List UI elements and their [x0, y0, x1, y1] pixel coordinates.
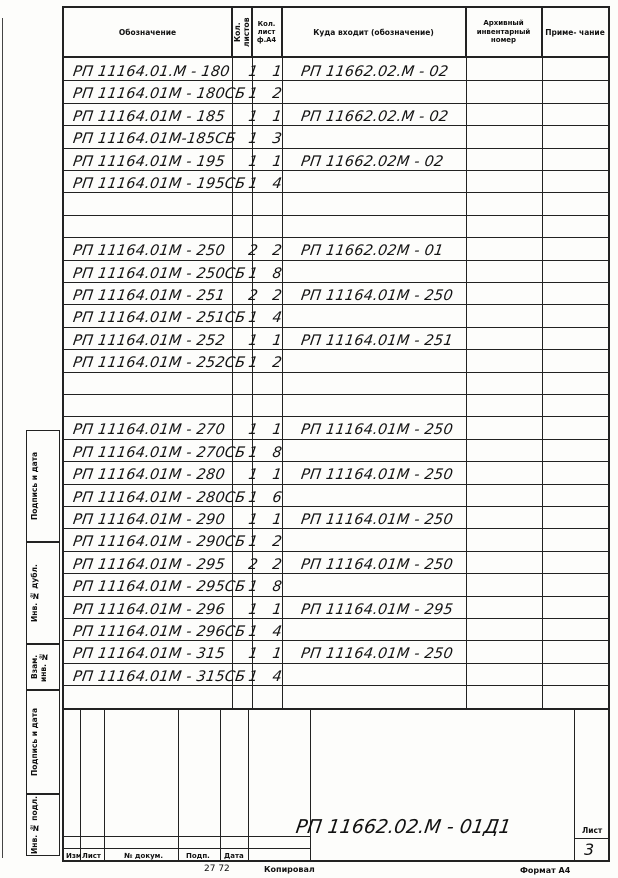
cell-kol-list-a4: 1	[271, 332, 283, 349]
table-row	[64, 260, 468, 282]
cell-kol-listov: 1	[247, 534, 259, 551]
table-row	[64, 103, 468, 125]
cell-kol-listov: 1	[247, 512, 259, 528]
table-row	[64, 685, 468, 707]
stamp-izm: Изм	[66, 852, 82, 860]
header-kol-list-a4: Кол. лист ф.А4	[252, 8, 282, 56]
cell-kol-listov: 1	[247, 624, 259, 640]
cell-kol-list-a4: 1	[271, 646, 283, 663]
cell-oboznachenie: РП 11164.01М - 295СБ	[72, 579, 247, 596]
cell-kuda-vhodit: РП 11662.02М - 01	[300, 243, 445, 260]
stamp-data: Дата	[224, 852, 244, 860]
table-row	[64, 282, 468, 304]
side-inv-podl-label: Инв. № подл.	[30, 796, 39, 855]
column-divider	[542, 8, 543, 708]
cell-kuda-vhodit: РП 11164.01М - 295	[300, 601, 454, 618]
cell-kol-list-a4: 4	[271, 624, 283, 640]
cell-kol-listov: 1	[247, 265, 259, 282]
stamp-list-label: Лист	[582, 826, 603, 835]
table-row	[64, 80, 468, 102]
cell-kol-list-a4: 1	[271, 512, 283, 528]
cell-kol-listov: 1	[247, 668, 259, 685]
table-row	[64, 663, 468, 685]
table-row	[64, 618, 468, 640]
table-row	[64, 640, 468, 662]
cell-oboznachenie: РП 11164.01М - 290	[72, 512, 226, 528]
table-row	[64, 372, 468, 394]
stamp-dokum: № докум.	[124, 852, 164, 860]
cell-oboznachenie: РП 11164.01М - 252	[72, 332, 226, 349]
cell-kol-listov: 2	[247, 556, 259, 573]
cell-oboznachenie: РП 11164.01М - 250СБ	[72, 265, 247, 282]
cell-oboznachenie: РП 11164.01М - 280	[72, 467, 226, 484]
cell-kol-list-a4: 4	[271, 310, 283, 327]
cell-kol-list-a4: 1	[271, 64, 283, 80]
cell-oboznachenie: РП 11164.01М - 270СБ	[72, 444, 247, 461]
cell-kol-listov: 1	[247, 176, 259, 192]
cell-kuda-vhodit: РП 11164.01М - 251	[300, 332, 454, 349]
header-oboznachenie: Обозначение	[64, 8, 232, 56]
cell-kuda-vhodit: РП 11662.02М - 02	[300, 153, 445, 170]
footer-kopiroval: Копировал	[264, 865, 315, 874]
cell-kol-list-a4: 8	[271, 579, 283, 596]
header-primechanie: Приме- чание	[545, 27, 605, 37]
cell-kol-list-a4: 2	[271, 355, 283, 372]
cell-kuda-vhodit: РП 11164.01М - 250	[300, 467, 454, 484]
table-row	[64, 58, 468, 80]
stamp-row-line	[64, 848, 310, 849]
cell-kuda-vhodit: РП 11662.02.М - 02	[300, 64, 450, 80]
table-row	[64, 215, 468, 237]
cell-kuda-vhodit: РП 11164.01М - 250	[300, 512, 454, 528]
table-row	[64, 506, 468, 528]
cell-oboznachenie: РП 11164.01М - 295	[72, 556, 226, 573]
cell-kuda-vhodit: РП 11662.02.М - 02	[300, 108, 450, 125]
cell-kol-listov: 1	[247, 86, 259, 103]
cell-oboznachenie: РП 11164.01М-185СБ	[72, 131, 237, 148]
side-vzam-inv-label: Взам. инв. №	[30, 652, 48, 682]
cell-kol-list-a4: 2	[271, 86, 283, 103]
cell-kol-listov: 1	[247, 153, 259, 170]
cell-kol-list-a4: 1	[271, 601, 283, 618]
cell-kol-listov: 1	[247, 332, 259, 349]
stamp-column-line	[248, 708, 249, 862]
cell-oboznachenie: РП 11164.01М - 280СБ	[72, 489, 247, 506]
cell-kol-list-a4: 6	[271, 489, 283, 506]
stamp-list-number: 3	[584, 840, 595, 859]
cell-kol-listov: 1	[247, 646, 259, 663]
header-kuda-vhodit: Куда входит (обозначение)	[282, 8, 466, 56]
side-podpis-data-2-label: Подпись и дата	[30, 707, 39, 777]
cell-kol-listov: 1	[247, 444, 259, 461]
side-vzam-inv	[26, 644, 60, 690]
binding-margin-line	[2, 18, 3, 858]
stamp-column-line	[80, 708, 81, 862]
cell-oboznachenie: РП 11164.01М - 195СБ	[72, 176, 247, 192]
cell-kol-listov: 1	[247, 579, 259, 596]
stamp-column-line	[178, 708, 179, 862]
cell-kol-listov: 1	[247, 108, 259, 125]
table-row	[64, 304, 468, 326]
stamp-podp: Подп.	[186, 852, 210, 860]
cell-kol-list-a4: 2	[271, 534, 283, 551]
cell-oboznachenie: РП 11164.01М - 180СБ	[72, 86, 247, 103]
cell-kol-listov: 1	[247, 64, 259, 80]
cell-kol-listov: 2	[247, 243, 259, 260]
stamp-column-line	[104, 708, 105, 862]
table-row	[64, 394, 468, 416]
cell-kuda-vhodit: РП 11164.01М - 250	[300, 288, 454, 304]
stamp-column-line	[310, 708, 311, 862]
cell-kuda-vhodit: РП 11164.01М - 250	[300, 646, 454, 663]
cell-oboznachenie: РП 11164.01М - 251СБ	[72, 310, 247, 327]
cell-oboznachenie: РП 11164.01М - 296СБ	[72, 624, 247, 640]
cell-oboznachenie: РП 11164.01М - 296	[72, 601, 226, 618]
cell-kol-listov: 2	[247, 288, 259, 304]
table-row	[64, 327, 468, 349]
cell-oboznachenie: РП 11164.01М - 315	[72, 646, 226, 663]
cell-oboznachenie: РП 11164.01.М - 180	[72, 64, 231, 80]
cell-kol-list-a4: 1	[271, 467, 283, 484]
cell-oboznachenie: РП 11164.01М - 270	[72, 422, 226, 439]
cell-kol-listov: 1	[247, 310, 259, 327]
cell-kuda-vhodit: РП 11164.01М - 250	[300, 556, 454, 573]
cell-oboznachenie: РП 11164.01М - 195	[72, 153, 226, 170]
side-inv-dubl-label: Инв. № дубл.	[30, 564, 39, 622]
header-arhivny-nomer: Архивный инвентарный номер	[466, 8, 542, 56]
stamp-list: Лист	[82, 852, 101, 860]
cell-kol-list-a4: 2	[271, 556, 283, 573]
cell-kol-listov: 1	[247, 422, 259, 439]
cell-kol-listov: 1	[247, 467, 259, 484]
cell-oboznachenie: РП 11164.01М - 250	[72, 243, 226, 260]
stamp-document-code: РП 11662.02.М - 01Д1	[294, 816, 513, 838]
cell-oboznachenie: РП 11164.01М - 251	[72, 288, 226, 304]
stamp-sheet-line	[574, 838, 608, 839]
cell-kol-list-a4: 8	[271, 265, 283, 282]
footer-format: Формат А4	[520, 866, 571, 875]
header-kol-listov	[232, 8, 252, 56]
cell-oboznachenie: РП 11164.01М - 252СБ	[72, 355, 247, 372]
cell-kol-list-a4: 4	[271, 176, 283, 192]
cell-kol-listov: 1	[247, 355, 259, 372]
cell-kol-listov: 1	[247, 489, 259, 506]
side-podpis-data-2	[26, 690, 60, 794]
cell-kuda-vhodit: РП 11164.01М - 250	[300, 422, 454, 439]
table-row	[64, 551, 468, 573]
stamp-row-line	[64, 836, 310, 837]
table-row	[64, 596, 468, 618]
table-row	[64, 148, 468, 170]
table-row	[64, 349, 468, 371]
side-podpis-data-1-label: Подпись и дата	[30, 451, 39, 521]
cell-kol-list-a4: 1	[271, 108, 283, 125]
table-row	[64, 125, 468, 147]
side-inv-dubl	[26, 542, 60, 644]
side-podpis-data-1	[26, 430, 60, 542]
table-row	[64, 192, 468, 214]
stamp-column-line	[220, 708, 221, 862]
table-row	[64, 170, 468, 192]
cell-oboznachenie: РП 11164.01М - 315СБ	[72, 668, 247, 685]
table-row	[64, 237, 468, 259]
cell-oboznachenie: РП 11164.01М - 185	[72, 108, 226, 125]
cell-kol-list-a4: 4	[271, 668, 283, 685]
cell-oboznachenie: РП 11164.01М - 290СБ	[72, 534, 247, 551]
cell-kol-list-a4: 2	[271, 243, 283, 260]
cell-kol-list-a4: 8	[271, 444, 283, 461]
table-row	[64, 573, 468, 595]
cell-kol-list-a4: 3	[271, 131, 283, 148]
cell-kol-listov: 1	[247, 601, 259, 618]
footer-page-numbers: 27 72	[204, 864, 230, 874]
cell-kol-list-a4: 2	[271, 288, 283, 304]
stamp-top-line	[64, 708, 608, 710]
table-row	[64, 461, 468, 483]
cell-kol-listov: 1	[247, 131, 259, 148]
table-row	[64, 484, 468, 506]
table-row	[64, 439, 468, 461]
side-inv-podl	[26, 794, 60, 856]
table-row	[64, 416, 468, 438]
cell-kol-list-a4: 1	[271, 422, 283, 439]
cell-kol-list-a4: 1	[271, 153, 283, 170]
header-kol-listov-label: Кол. листов	[232, 17, 251, 47]
table-row	[64, 528, 468, 550]
